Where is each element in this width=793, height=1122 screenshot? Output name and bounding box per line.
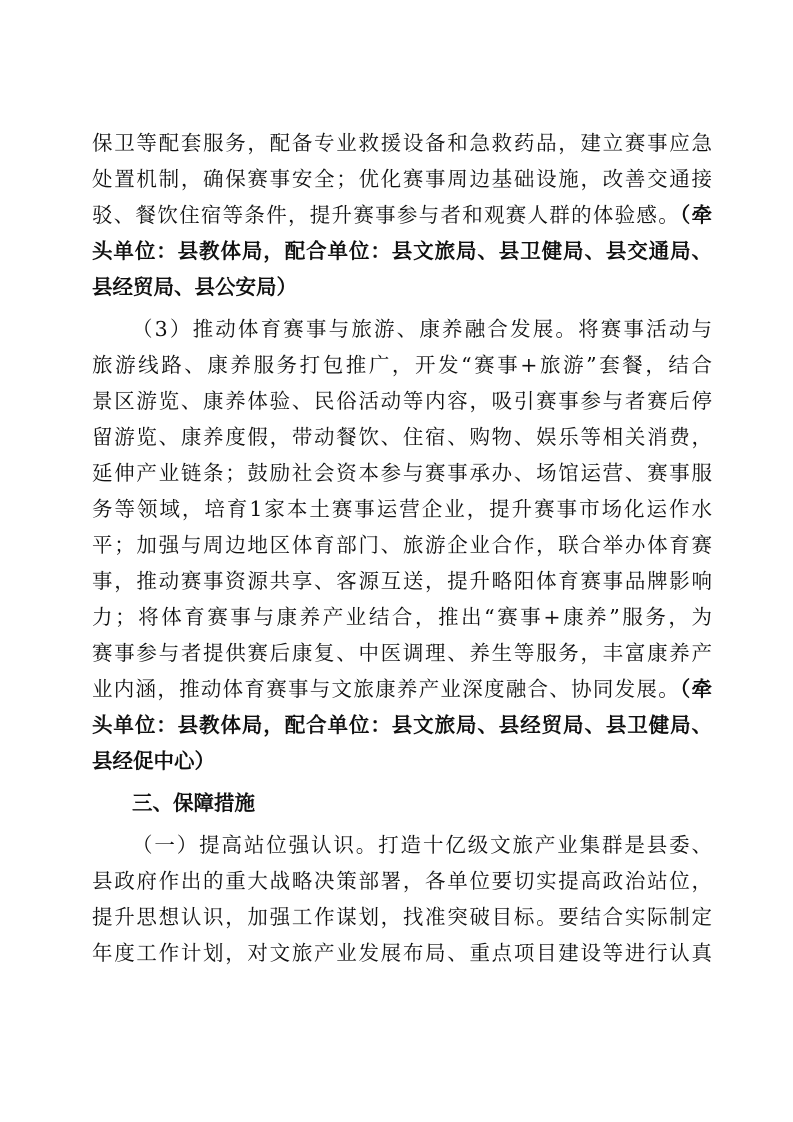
bold-text: 县经促中心）: [92, 749, 215, 773]
text-line: 延伸产业链条；鼓励社会资本参与赛事承办、场馆运营、赛事服: [92, 461, 712, 485]
bold-text: 县经贸局、县公安局）: [92, 275, 297, 299]
bold-text: 头单位：县教体局，配合单位：县文旅局、县卫健局、县交通局、: [92, 239, 712, 263]
section-heading: 三、保障措施: [132, 791, 255, 815]
text-line: [92, 709, 712, 741]
bold-text: （牵: [679, 677, 713, 701]
text-line: 驳、餐饮住宿等条件，提升赛事参与者和观赛人群的体验感。（牵: [92, 203, 713, 227]
text-line: 提升思想认识，加强工作谋划，找准突破目标。要结合实际制定: [92, 905, 712, 929]
text-line: （一）提高站位强认识。打造十亿级文旅产业集群是县委、: [132, 833, 712, 857]
text-line: [92, 745, 712, 777]
text-line: 处置机制，确保赛事安全；优化赛事周边基础设施，改善交通接: [92, 167, 712, 191]
text-line: 务等领域，培育1家本土赛事运营企业，提升赛事市场化运作水: [92, 497, 712, 521]
text-line: 县政府作出的重大战略决策部署，各单位要切实提高政治站位，: [92, 869, 712, 893]
text-line: [92, 235, 712, 267]
bold-text: （牵: [679, 203, 713, 227]
text-line: 事，推动赛事资源共享、客源互送，提升略阳体育赛事品牌影响: [92, 569, 712, 593]
text-line: 保卫等配套服务，配备专业救援设备和急救药品，建立赛事应急: [92, 131, 712, 155]
bold-text: 头单位：县教体局，配合单位：县文旅局、县经贸局、县卫健局、: [92, 713, 712, 737]
text-line: 平；加强与周边地区体育部门、旅游企业合作，联合举办体育赛: [92, 533, 712, 557]
text-line: 力；将体育赛事与康养产业结合，推出“赛事+康养”服务，为: [92, 605, 712, 629]
text-line: 年度工作计划，对文旅产业发展布局、重点项目建设等进行认真: [92, 941, 712, 965]
text-line: 留游览、康养度假，带动餐饮、住宿、购物、娱乐等相关消费，: [92, 425, 712, 449]
text-line: 赛事参与者提供赛后康复、中医调理、养生等服务，丰富康养产: [92, 641, 712, 665]
text-line: （3）推动体育赛事与旅游、康养融合发展。将赛事活动与: [132, 317, 712, 341]
text-line: 景区游览、康养体验、民俗活动等内容，吸引赛事参与者赛后停: [92, 389, 712, 413]
text-line: 业内涵，推动体育赛事与文旅康养产业深度融合、协同发展。（牵: [92, 677, 713, 701]
text-line: [92, 271, 712, 303]
text-line: 旅游线路、康养服务打包推广，开发“赛事+旅游”套餐，结合: [92, 353, 712, 377]
